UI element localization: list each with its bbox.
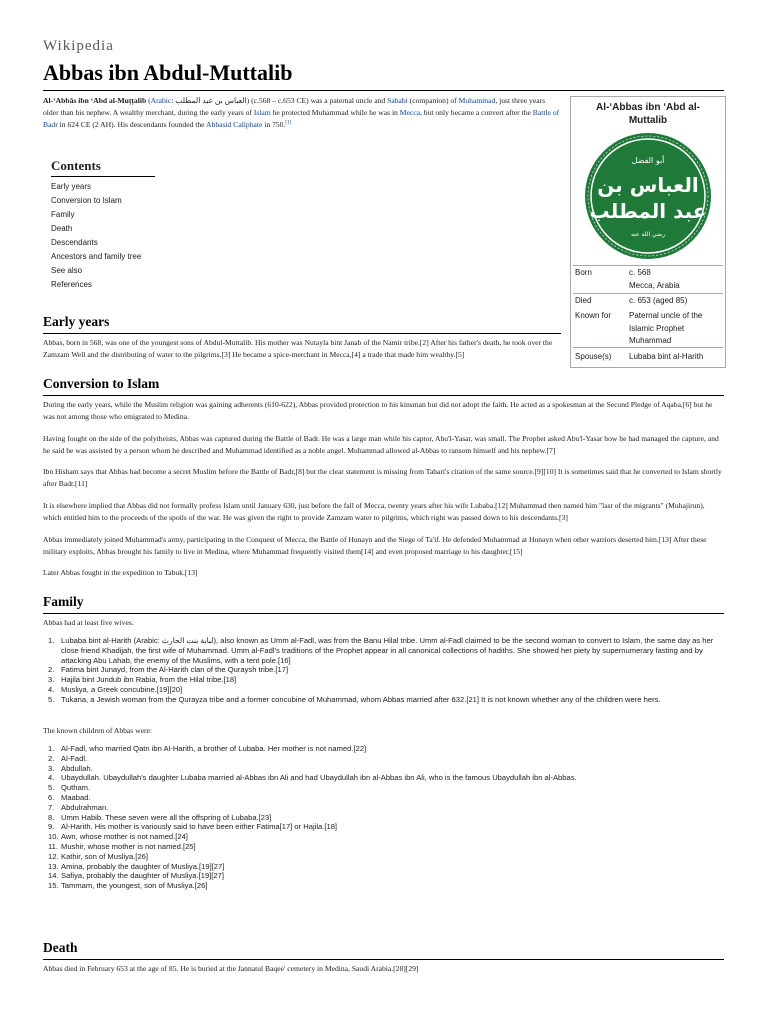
infobox-value: c. 568 Mecca, Arabia — [629, 268, 680, 290]
death-paragraph: Abbas died in February 653 at the age of 85. He is buried at the Jannatul Baqee' cemetery in Medina, Saudi Arabia.[28][29] — [43, 964, 419, 973]
lead-bold-name: Al-‘Abbās ibn ‘Abd al-Muṭṭalib — [43, 96, 147, 105]
list-item: 6. Maabad. — [48, 792, 91, 802]
infobox-title: Al-‘Abbas ibn ‘Abd al-Muttalib — [596, 102, 700, 126]
infobox-divider — [573, 265, 723, 266]
list-item: 13. Amina, probably the daughter of Musliya.[19][27] — [48, 861, 225, 871]
link-abbasid-caliphate[interactable]: Abbasid Caliphate — [206, 120, 263, 129]
toc-item-descendants[interactable]: Descendants — [51, 238, 98, 247]
list-item: 12. Kathir, son of Musliya.[26] — [48, 851, 148, 861]
infobox-divider — [573, 293, 723, 294]
list-item: 11. Mushir, whose mother is not named.[25] — [48, 841, 196, 851]
list-item: 8. Umm Habib. These seven were all the offspring of Lubaba.[23] — [48, 812, 272, 822]
child-text: Kathir, son of Musliya.[26] — [61, 851, 148, 861]
child-text: Al-Harith. His mother is variously said to have been either Fatima[17] or Hajila.[18] — [61, 822, 338, 832]
child-text: Mushir, whose mother is not named.[25] — [61, 841, 196, 851]
list-item: 5. Qutham. — [48, 783, 91, 793]
infobox-value: Lubaba bint al-Harith — [629, 352, 704, 361]
link-muhammad[interactable]: Muhammad — [458, 96, 496, 105]
seal-line-2: عبد المطلب — [589, 199, 707, 223]
child-text: Maabad. — [61, 792, 91, 802]
title-underline — [43, 90, 724, 91]
calligraphy-seal-image[interactable] — [572, 130, 724, 260]
child-text: Qutham. — [61, 783, 91, 793]
children-list — [43, 744, 724, 891]
infobox-label: Died — [575, 296, 592, 305]
heading-underline — [43, 395, 724, 396]
list-item: 14. Safiya, probably the daughter of Musliya.[19][27] — [48, 871, 224, 881]
wife-text: Musliya, a Greek concubine.[19][20] — [61, 684, 183, 694]
child-text: Umm Habib. These seven were all the offspring of Lubaba.[23] — [61, 812, 272, 822]
family-intro: Abbas had at least five wives. — [43, 618, 134, 627]
wife-text: Tukana, a Jewish woman from the Qurayza tribe and a former concubine of Muhammad, whom Abbas married after 632.[21] It is not known whether any of the children were hers. — [61, 694, 661, 704]
heading-underline — [43, 613, 724, 614]
child-text: Amina, probably the daughter of Musliya.[19][27] — [61, 861, 225, 871]
child-text: Ubaydullah. Ubaydullah's daughter Lubaba married al-Abbas ibn Ali and had Ubaydullah ibn al-Abbas ibn Ali, who is the famous Ubaydullah ibn al-Abbas. — [61, 773, 577, 783]
lead-text: in 750. — [262, 120, 286, 129]
lead-text: he protected Muhammad while he was in — [270, 108, 400, 117]
link-sahabi[interactable]: Sahabi — [387, 96, 408, 105]
infobox-label: Spouse(s) — [575, 352, 612, 361]
toc-item-family[interactable]: Family — [51, 210, 75, 219]
conversion-paragraph-6: Later Abbas fought in the expedition to Tabuk.[13] — [43, 568, 198, 577]
link-battle-of-badr[interactable]: Battle of Badr — [43, 108, 560, 129]
toc-item-early-years[interactable]: Early years — [51, 182, 92, 191]
child-text: Abdulrahman. — [61, 802, 109, 812]
list-item: 1. Al-Fadl, who married Qatn ibn Al-Harith, a brother of Lubaba. Her mother is not named.[22] — [48, 744, 367, 753]
heading-early-years: Early years — [43, 314, 110, 329]
conversion-paragraph-3: Ibn Hisham says that Abbas had become a secret Muslim before the Battle of Badr,[8] but the clear statement is missing from Tabari's citation of the same source.[9][10] It is sometimes said that he converted to Islam shortly after Badr.[11] — [43, 467, 722, 488]
lead-text: , just three years older than his nephew. A wealthy merchant, during the early years of — [43, 96, 546, 117]
lead-paragraph — [43, 95, 561, 131]
list-item: 4. Musliya, a Greek concubine.[19][20] — [48, 684, 183, 694]
list-item: 9. Al-Harith. His mother is variously said to have been either Fatima[17] or Hajila.[18] — [48, 822, 338, 832]
wife-text: Hajila bint Jundub ibn Rabia, from the Hilal tribe.[18] — [61, 675, 237, 685]
heading-underline — [43, 959, 724, 960]
heading-underline — [43, 333, 561, 334]
list-item: 3. Hajila bint Jundub ibn Rabia, from the Hilal tribe.[18] — [48, 675, 237, 685]
seal-small-text: رضي الله عنه — [630, 231, 666, 238]
list-item: 2. Al-Fadl. — [48, 753, 88, 763]
toc-title: Contents — [51, 158, 155, 177]
lead-text: (companion) of — [407, 96, 459, 105]
list-item: 10. Awn, whose mother is not named.[24] — [48, 832, 188, 842]
conversion-paragraph-4: It is elsewhere implied that Abbas did not formally profess Islam until January 630, just before the fall of Mecca, twenty years after his wife Lubaba.[12] Muhammad then named him "last of the migrants" (Muhajirun), which entitled him to the proceeds of the spoils of the war. He was given the right to provide Zamzam water to pilgrims, which right was passed down to his descendants.[3] — [43, 501, 705, 522]
infobox — [570, 96, 726, 368]
link-mecca[interactable]: Mecca — [399, 108, 420, 117]
child-text: Safiya, probably the daughter of Musliya.[19][27] — [61, 871, 224, 881]
lead-text: , but only became a convert after the — [419, 108, 533, 117]
list-item: 1. Lubaba bint al-Harith (Arabic: لبابة بنت الحارث), also known as Umm al-Fadl, was from the Banu Hilal tribe. Umm al-Fadl claimed to be the second woman to convert to Islam, the same day as her close friend Khadijah, the first wife of Muhammad. Umm al-Fadl's traditions of the Prophet appear in all canonical collections of hadiths. She showed her piety by supernumerary fasting and by attacking Abu Lahab, the enemy of the Muslims, with a tent pole.[16] — [48, 636, 714, 665]
wives-list — [43, 636, 724, 705]
link-islam[interactable]: Islam — [253, 108, 271, 117]
infobox-divider — [573, 347, 723, 348]
children-intro: The known children of Abbas were: — [43, 726, 153, 735]
lead-text: : العباس بن عبد المطلب) (c.568 – c.653 CE) was a paternal uncle and — [171, 96, 388, 105]
list-item: 5. Tukana, a Jewish woman from the Qurayza tribe and a former concubine of Muhammad, whom Abbas married after 632.[21] It is not known whether any of the children were hers. — [48, 694, 661, 704]
list-item: 3. Abdullah. — [48, 763, 93, 773]
conversion-paragraph-1: During the early years, while the Muslim religion was gaining adherents (610-622), Abbas provided protection to his kinsman but did not adopt the faith. He acted as a spokesman at the Second Pledge of Aqaba,[6] but he was not among those who emigrated to Medina. — [43, 400, 713, 421]
seal-line-1: العباس بن — [597, 173, 699, 197]
page-title: Abbas ibn Abdul-Muttalib — [43, 60, 293, 85]
child-text: Tammam, the youngest, son of Musliya.[26] — [61, 881, 208, 891]
seal-top-text: أبو الفضل — [631, 156, 665, 165]
child-text: Awn, whose mother is not named.[24] — [61, 832, 188, 842]
child-text: Al-Fadl. — [61, 753, 88, 763]
toc-item-ancestors[interactable]: Ancestors and family tree — [51, 252, 142, 261]
list-item: 7. Abdulrahman. — [48, 802, 109, 812]
list-item: 4. Ubaydullah. Ubaydullah's daughter Lubaba married al-Abbas ibn Ali and had Ubaydullah ibn al-Abbas ibn Ali, who is the famous Ubaydullah ibn al-Abbas. — [48, 773, 577, 783]
toc-item-death[interactable]: Death — [51, 224, 73, 233]
toc-item-conversion[interactable]: Conversion to Islam — [51, 196, 122, 205]
conversion-paragraph-2: Having fought on the side of the polytheists, Abbas was captured during the Battle of Badr. He was a large man while his captor, Abu'l-Yasar, was small. The Prophet asked Abu'l-Yasar how he had managed the capture, and he said he was assisted by a person whom he described and Muhammad identified as a noble angel. Muhammad allowed al-Abbas to ransom himself and his nephew.[7] — [43, 434, 719, 455]
lead-text: ( — [146, 96, 151, 105]
infobox-value: c. 653 (aged 85) — [629, 296, 688, 305]
heading-family: Family — [43, 594, 84, 609]
infobox-label: Known for — [575, 311, 612, 320]
lead-text: in 624 CE (2 AH). His descendants founded the — [57, 120, 207, 129]
wife-text: Fatima bint Junayd, from the Al-Harith clan of the Quraysh tribe.[17] — [61, 665, 289, 675]
citation[interactable]: [1] — [285, 120, 292, 126]
table-of-contents — [51, 158, 155, 292]
child-text: Abdullah. — [61, 763, 93, 773]
infobox-value: Paternal uncle of the Islamic Prophet Muhammad — [629, 311, 703, 345]
wikipedia-wordmark[interactable]: Wikipedia — [43, 38, 114, 54]
wife-text: Lubaba bint al-Harith (Arabic: لبابة بنت الحارث), also known as Umm al-Fadl, was from the Banu Hilal tribe. Umm al-Fadl claimed to be the second woman to convert to Islam, the same day as her close friend Khadijah, the first wife of Muhammad. Umm al-Fadl's traditions of the Prophet appear in all canonical collections of hadiths. She showed her piety by supernumerary fasting and by attacking Abu Lahab, the enemy of the Muslims, with a tent pole.[16] — [61, 636, 714, 665]
list-item: 15. Tammam, the youngest, son of Musliya.[26] — [48, 881, 208, 891]
infobox-label: Born — [575, 268, 592, 277]
infobox-row-born — [575, 267, 723, 293]
toc-item-references[interactable]: References — [51, 280, 92, 289]
conversion-paragraph-5: Abbas immediately joined Muhammad's army, participating in the Conquest of Mecca, the Battle of Hunayn and the Siege of Ta'if. He defended Muhammad at Hunayn when other warriors deserted him.[13] After these military exploits, Abbas brought his family to live in Medina, where Muhammad frequently visited them[14] and even proposed marriage to his daughter.[15] — [43, 535, 707, 556]
child-text: Al-Fadl, who married Qatn ibn Al-Harith, a brother of Lubaba. Her mother is not named.[22] — [61, 744, 367, 753]
early-years-paragraph: Abbas, born in 568, was one of the youngest sons of Abdul-Muttalib. His mother was Nutayla bint Janab of the Namir tribe.[2] After his father's death, he took over the Zamzam Well and the distributing of water to the pilgrims.[3] He became a spice-merchant in Mecca,[4] a trade that made him wealthy.[5] — [43, 338, 553, 359]
link-arabic[interactable]: Arabic — [150, 96, 172, 105]
heading-conversion: Conversion to Islam — [43, 376, 160, 391]
heading-death: Death — [43, 940, 78, 955]
list-item: 2. Fatima bint Junayd, from the Al-Harith clan of the Quraysh tribe.[17] — [48, 665, 289, 675]
toc-item-see-also[interactable]: See also — [51, 266, 83, 275]
